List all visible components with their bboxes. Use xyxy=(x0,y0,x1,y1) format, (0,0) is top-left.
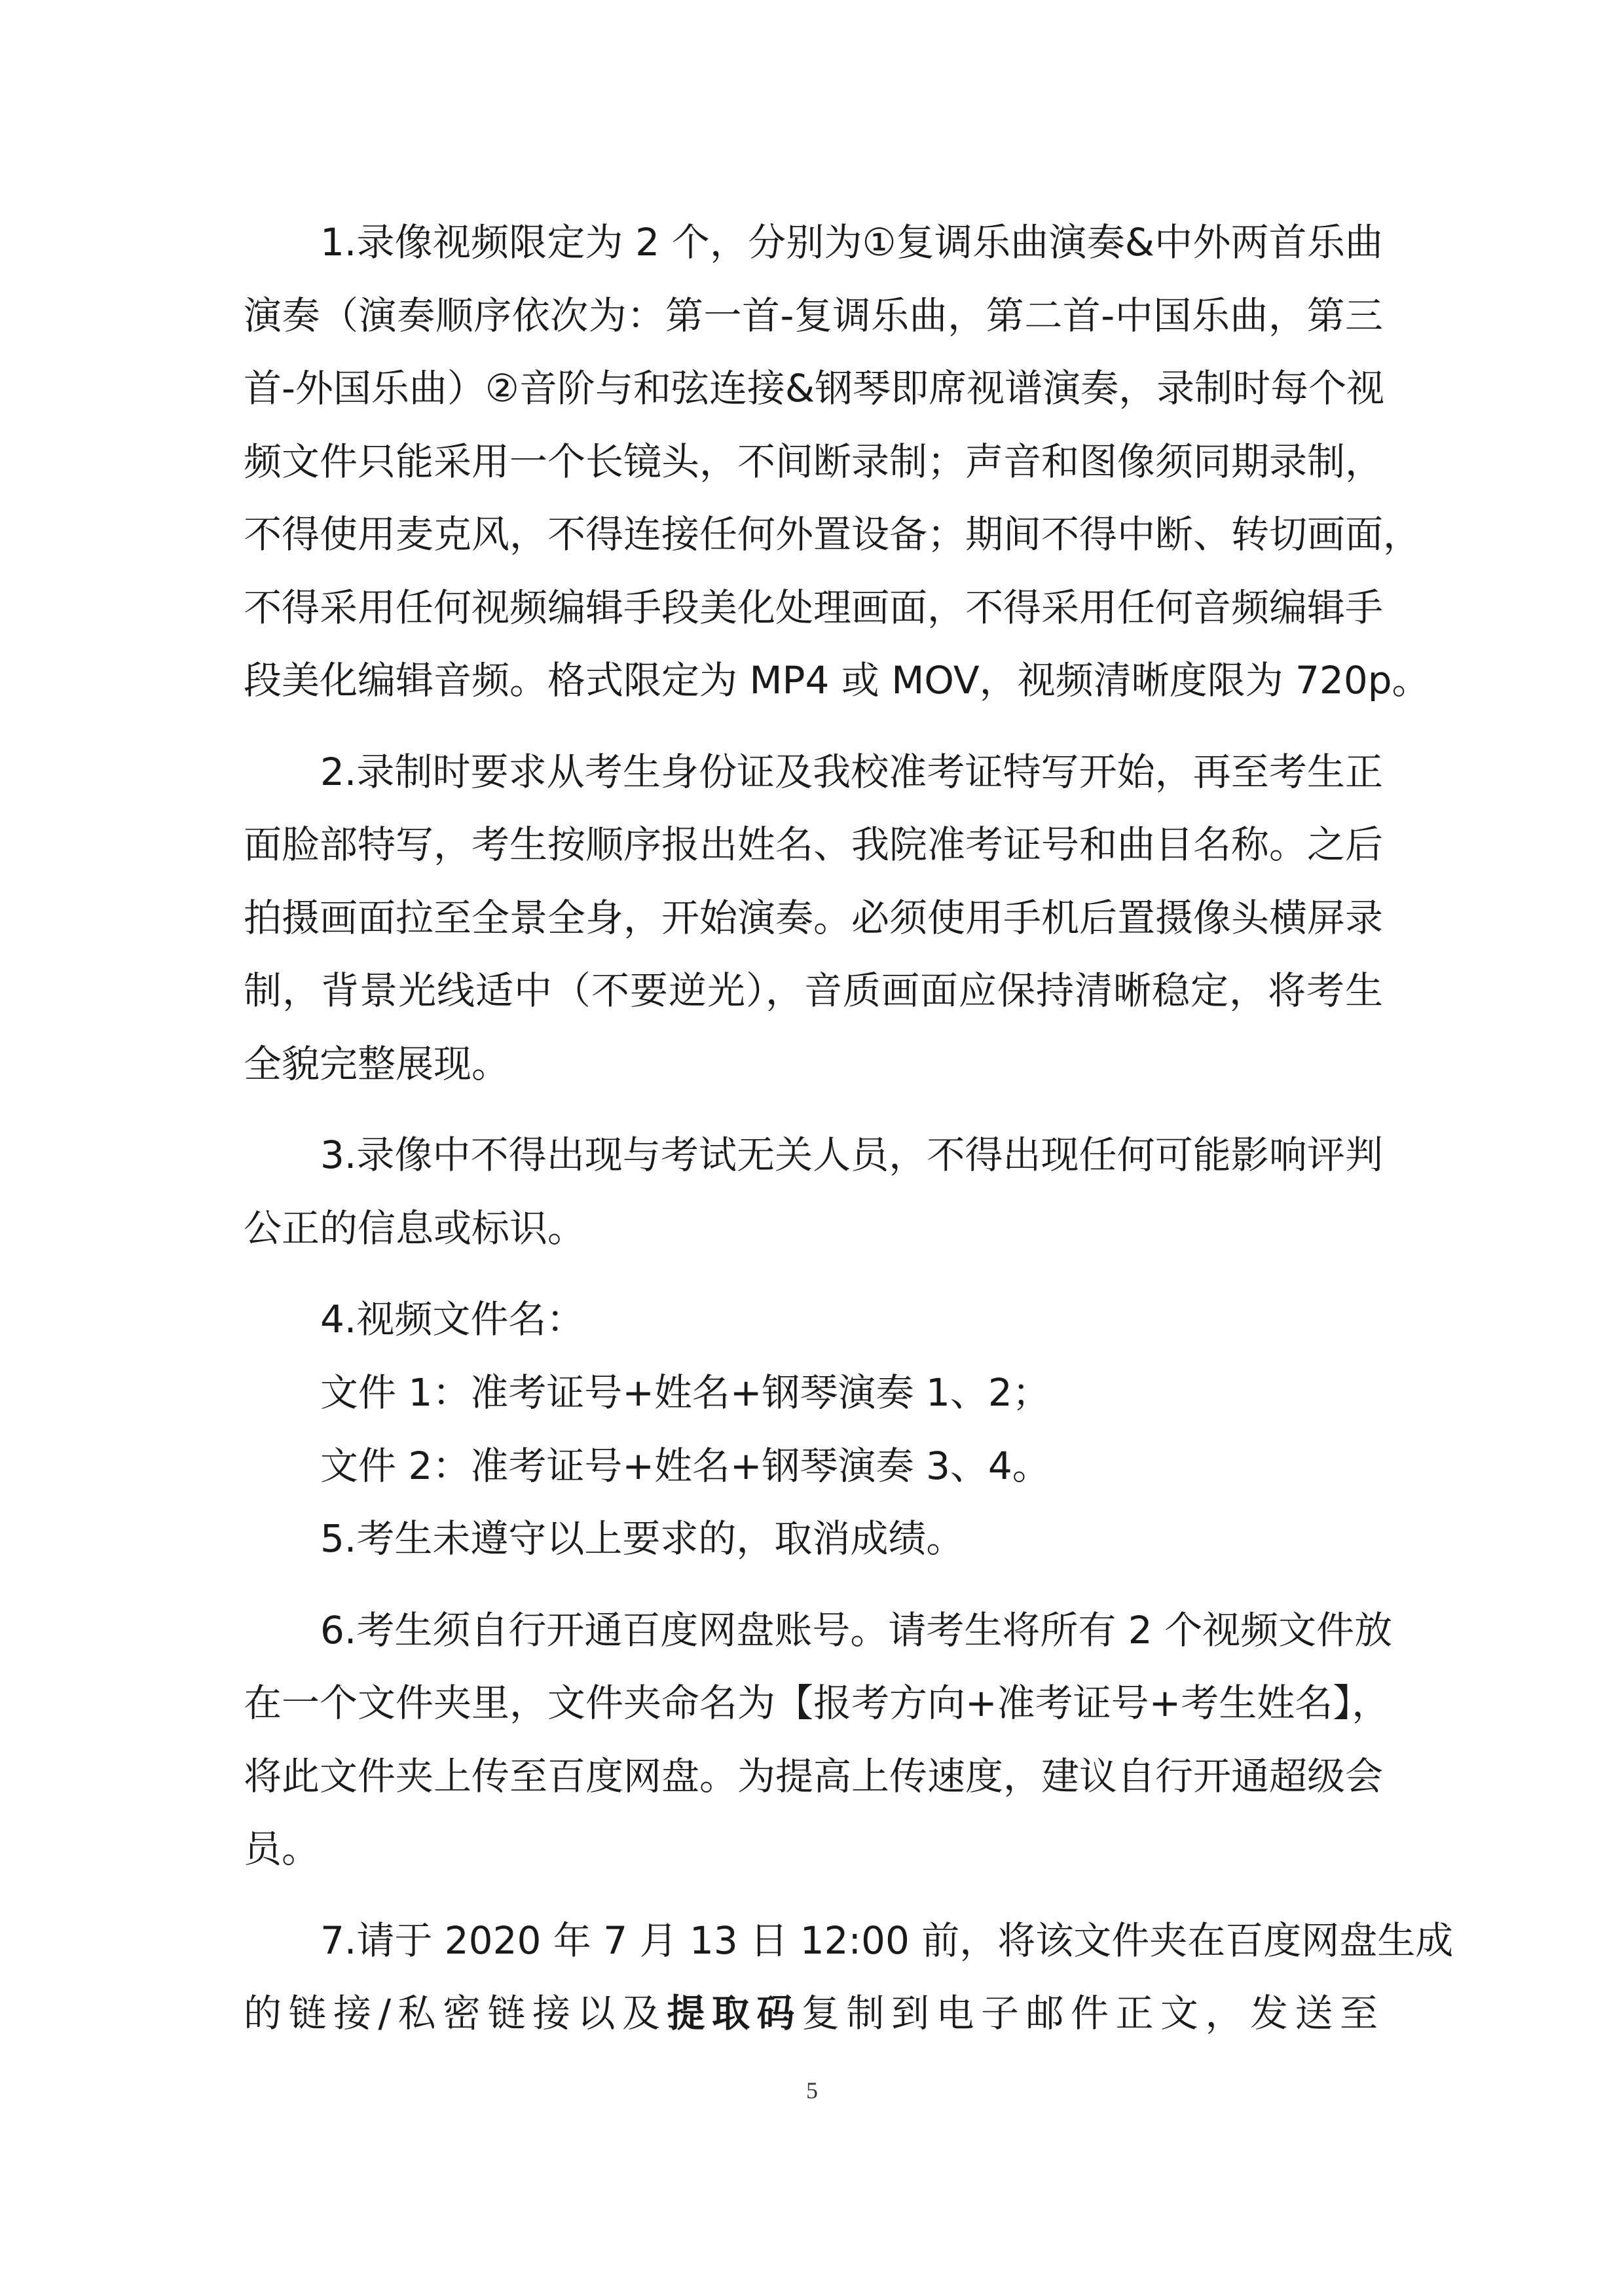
paragraph-1-line-2: 演奏（演奏顺序依次为：第一首-复调乐曲，第二首-中国乐曲，第三 xyxy=(244,293,1383,338)
paragraph-2-line-5: 全貌完整展现。 xyxy=(244,1042,510,1086)
paragraph-2-line-2: 面脸部特写，考生按顺序报出姓名、我院准考证号和曲目名称。之后 xyxy=(244,822,1384,867)
paragraph-1-line-7: 段美化编辑音频。格式限定为 MP4 或 MOV，视频清晰度限为 720p。 xyxy=(244,658,1430,702)
paragraph-7-text-before: 的链接/私密链接以及 xyxy=(244,1991,667,2035)
paragraph-6-line-2: 在一个文件夹里，文件夹命名为【报考方向+准考证号+考生姓名】， xyxy=(244,1681,1390,1725)
paragraph-6-line-4: 员。 xyxy=(244,1827,320,1871)
paragraph-5-line-1: 5.考生未遵守以上要求的，取消成绩。 xyxy=(320,1516,965,1561)
paragraph-7-line-2 xyxy=(244,1987,1383,2039)
paragraph-6-line-3: 将此文件夹上传至百度网盘。为提高上传速度，建议自行开通超级会 xyxy=(244,1754,1384,1798)
paragraph-1-line-4: 频文件只能采用一个长镜头，不间断录制；声音和图像须同期录制， xyxy=(244,439,1384,484)
file-1-name-rule: 文件 1：准考证号+姓名+钢琴演奏 1、2； xyxy=(320,1370,1050,1415)
page-number: 5 xyxy=(806,2077,818,2104)
paragraph-1-line-1: 1.录像视频限定为 2 个，分别为①复调乐曲演奏&中外两首乐曲 xyxy=(320,220,1383,264)
paragraph-2-line-1: 2.录制时要求从考生身份证及我校准考证特写开始，再至考生正 xyxy=(320,750,1383,794)
paragraph-7-line-1: 7.请于 2020 年 7 月 13 日 12:00 前，将该文件夹在百度网盘生成 xyxy=(320,1918,1454,1963)
paragraph-4-heading: 4.视频文件名： xyxy=(320,1297,585,1341)
paragraph-6-line-1: 6.考生须自行开通百度网盘账号。请考生将所有 2 个视频文件放 xyxy=(320,1608,1393,1652)
paragraph-1-line-3: 首-外国乐曲）②音阶与和弦连接&钢琴即席视谱演奏，录制时每个视 xyxy=(244,366,1385,410)
paragraph-1-line-6: 不得采用任何视频编辑手段美化处理画面，不得采用任何音频编辑手 xyxy=(244,585,1384,630)
extraction-code-bold: 提取码 xyxy=(667,1991,802,2035)
paragraph-2-line-3: 拍摄画面拉至全景全身，开始演奏。必须使用手机后置摄像头横屏录 xyxy=(244,896,1384,940)
paragraph-3-line-1: 3.录像中不得出现与考试无关人员，不得出现任何可能影响评判 xyxy=(320,1133,1383,1177)
paragraph-7-text-after: 复制到电子邮件正文，发送至 xyxy=(802,1991,1383,2035)
paragraph-1-line-5: 不得使用麦克风，不得连接任何外置设备；期间不得中断、转切画面， xyxy=(244,512,1422,556)
paragraph-2-line-4: 制，背景光线适中（不要逆光），音质画面应保持清晰稳定，将考生 xyxy=(244,968,1383,1013)
file-2-name-rule: 文件 2：准考证号+姓名+钢琴演奏 3、4。 xyxy=(320,1444,1050,1488)
paragraph-3-line-2: 公正的信息或标识。 xyxy=(244,1206,586,1250)
